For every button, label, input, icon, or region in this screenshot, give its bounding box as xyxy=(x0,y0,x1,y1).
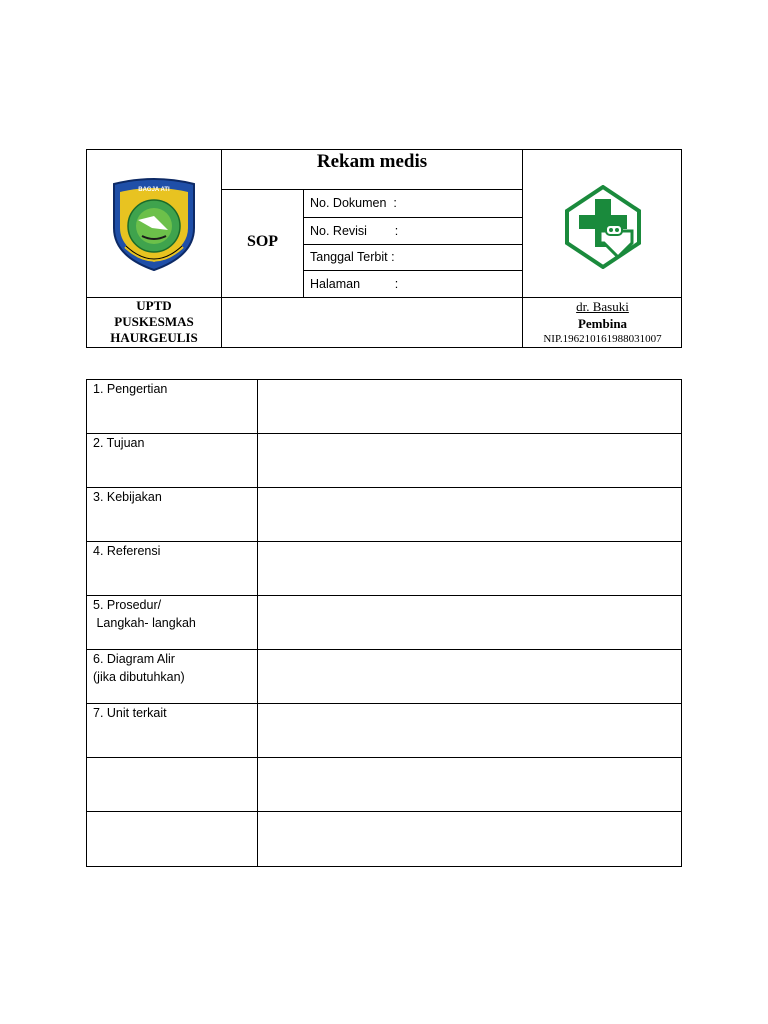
section-content-unit-terkait xyxy=(258,704,681,757)
section-label-pengertian: 1. Pengertian xyxy=(93,382,168,396)
document-title: Rekam medis xyxy=(316,151,428,172)
section-content-referensi xyxy=(258,542,681,595)
puskesmas-cross-icon xyxy=(564,185,642,269)
meta-no-revisi: No. Revisi : xyxy=(310,224,399,238)
section-content-kebijakan xyxy=(258,488,681,541)
signer-nip: NIP.196210161988031007 xyxy=(543,333,662,345)
shield-emblem-icon xyxy=(108,176,200,272)
header-vline-sop xyxy=(303,189,304,297)
section-content-empty-9 xyxy=(258,812,681,866)
section-content-empty-8 xyxy=(258,758,681,811)
regional-emblem-logo xyxy=(108,176,200,272)
puskesmas-logo xyxy=(564,185,642,269)
section-label-unit-terkait: 7. Unit terkait xyxy=(93,706,167,720)
organization-name xyxy=(87,298,221,348)
section-label-prosedur: 5. Prosedur/ Langkah- langkah xyxy=(93,598,196,630)
signer-name: dr. Basuki xyxy=(576,299,629,314)
section-content-diagram-alir xyxy=(258,650,681,703)
section-label-tujuan: 2. Tujuan xyxy=(93,436,145,450)
meta-tanggal-terbit: Tanggal Terbit : xyxy=(310,250,395,264)
section-content-prosedur xyxy=(258,596,681,649)
sop-label: SOP xyxy=(246,233,279,250)
emblem-motto-text: BAGJA ATI xyxy=(138,187,170,193)
signer-block xyxy=(523,298,682,348)
meta-halaman: Halaman : xyxy=(310,277,399,291)
section-label-diagram-alir: 6. Diagram Alir (jika dibutuhkan) xyxy=(93,652,185,684)
org-line-puskesmas: PUSKESMAS xyxy=(114,314,194,329)
org-line-uptd: UPTD xyxy=(136,298,172,313)
section-label-kebijakan: 3. Kebijakan xyxy=(93,490,162,504)
section-label-referensi: 4. Referensi xyxy=(93,544,161,558)
signer-role: Pembina xyxy=(577,316,628,331)
org-line-haurgeulis: HAURGEULIS xyxy=(110,330,198,345)
meta-no-dokumen: No. Dokumen : xyxy=(310,196,397,210)
section-content-pengertian xyxy=(258,380,681,433)
section-content-tujuan xyxy=(258,434,681,487)
